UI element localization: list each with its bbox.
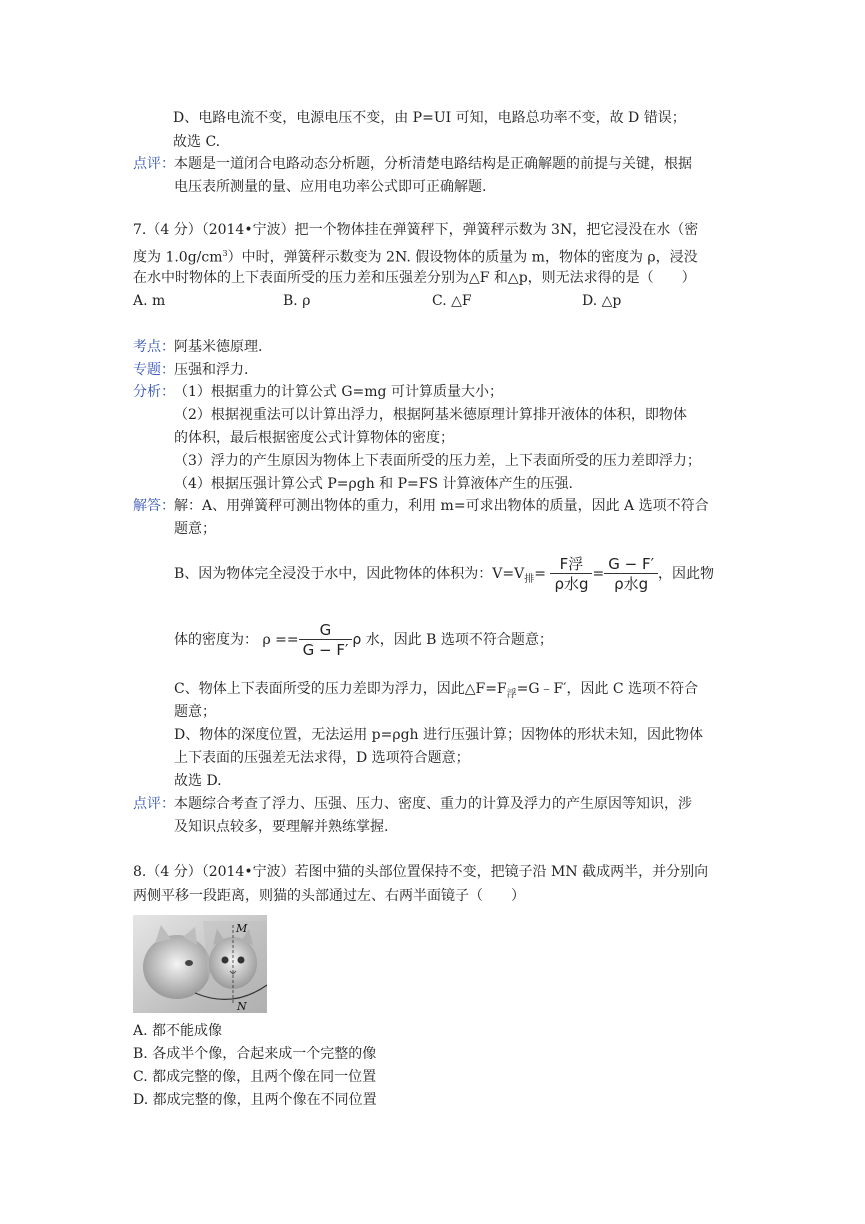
q7-jieda-choose: 故选 D. <box>174 773 222 789</box>
volume-fraction-2-num: G − F′ <box>604 555 658 574</box>
q7-jieda-b2: 体的密度为： <box>174 632 258 648</box>
q7-kaodian-label: 考点： <box>133 339 175 355</box>
q7-jieda-c1a: C、物体上下表面所受的压力差即为浮力，因此△F=F <box>174 681 507 697</box>
q8-option-a: A. 都不能成像 <box>133 1023 223 1039</box>
q7-jieda-b1: B、因为物体完全浸没于水中，因此物体的体积为： <box>174 566 493 582</box>
cat-mirror-image <box>133 915 267 1013</box>
mirror-label-n: N <box>237 1000 247 1013</box>
q7-volume-v: V=V <box>492 566 525 582</box>
density-fraction-num: G <box>299 621 353 640</box>
volume-fraction-1 <box>550 555 592 594</box>
q7-volume-sub: 排 <box>524 573 535 585</box>
mirror-label-m: M <box>236 922 248 935</box>
q7-volume-eq-2: = <box>592 566 605 582</box>
prev-review-line-1: 本题是一道闭合电路动态分析题，分析清楚电路结构是正确解题的前提与关键，根据 <box>174 156 692 172</box>
prev-review-line-2: 电压表所测量的量、应用电功率公式即可正确解题. <box>174 179 487 195</box>
q7-option-b: B. ρ <box>283 293 311 309</box>
q7-jieda-c-line-1 <box>174 679 698 705</box>
q7-review-1: 本题综合考查了浮力、压强、压力、密度、重力的计算及浮力的产生原因等知识，涉 <box>174 796 692 812</box>
density-fraction <box>299 621 353 660</box>
prev-option-d: D、电路电流不变，电源电压不变，由 P=UI 可知，电路总功率不变，故 D 错误； <box>173 110 686 126</box>
q7-jieda-b-line-2 <box>174 618 553 664</box>
q8-option-d: D. 都成完整的像，且两个像在不同位置 <box>133 1092 377 1108</box>
prev-review-label: 点评： <box>133 156 175 172</box>
q7-jieda-1: 解：A、用弹簧秤可测出物体的重力，利用 m=可求出物体的质量，因此 A 选项不符合 <box>174 498 709 514</box>
q7-jieda-b-tail: ，因此物 <box>657 566 714 582</box>
q7-stem-line-1: 7.（4 分）（2014•宁波）把一个物体挂在弹簧秤下，弹簧秤示数为 3N，把它浸没在水（密 <box>133 222 699 238</box>
cat-mirror-illustration <box>133 915 267 1013</box>
q7-fenxi-4: （3）浮力的产生原因为物体上下表面所受的压力差，上下表面所受的压力差即浮力； <box>174 453 701 469</box>
q7-volume-eq: = <box>534 566 546 582</box>
q8-option-b: B. 各成半个像，合起来成一个完整的像 <box>133 1046 377 1062</box>
q7-fenxi-1: （1）根据重力的计算公式 G=mg 可计算质量大小； <box>174 384 503 400</box>
q7-jieda-c-line-2: 题意； <box>174 704 216 720</box>
q8-stem-line-2: 两侧平移一段距离，则猫的头部通过左、右两半面镜子（ ） <box>133 888 525 904</box>
q7-stem-line-3: 在水中时物体的上下表面所受的压力差和压强差分别为△F 和△p，则无法求得的是（ ） <box>133 270 696 286</box>
q7-jieda-label: 解答： <box>133 498 175 514</box>
q7-rho-water: ρ 水 <box>352 632 380 648</box>
volume-fraction-1-den: ρ水g <box>554 574 589 593</box>
q7-zhuanti: 压强和浮力. <box>174 362 249 378</box>
q7-zhuanti-label: 专题： <box>133 362 175 378</box>
q7-fenxi-label: 分析： <box>133 384 175 400</box>
q7-fenxi-5: （4）根据压强计算公式 P=ρgh 和 P=FS 计算液体产生的压强. <box>174 476 573 492</box>
volume-fraction-1-num: F浮 <box>550 555 592 574</box>
q7-jieda-b2-tail: ，因此 B 选项不符合题意； <box>379 632 553 648</box>
q8-stem-line-1: 8.（4 分）（2014•宁波）若图中猫的头部位置保持不变，把镜子沿 MN 截成两半，并分别向 <box>133 864 709 880</box>
q7-option-d: D. △p <box>582 293 622 309</box>
q7-stem-2sup: 3 <box>222 249 228 258</box>
q7-jieda-2: 题意； <box>174 521 216 537</box>
q7-jieda-c1sub: 浮 <box>506 688 517 700</box>
q7-option-c: C. △F <box>432 293 472 309</box>
density-fraction-den: G − F′ <box>302 640 349 659</box>
q7-jieda-d-line-1: D、物体的深度位置，无法运用 p=ρgh 进行压强计算；因物体的形状未知，因此物体 <box>174 727 704 743</box>
q8-option-c: C. 都成完整的像，且两个像在同一位置 <box>133 1069 377 1085</box>
q7-fenxi-2: （2）根据视重法可以计算出浮力，根据阿基米德原理计算排开液体的体积，即物体 <box>174 407 687 423</box>
volume-fraction-2 <box>604 555 658 594</box>
q7-review-2: 及知识点较多，要理解并熟练掌握. <box>174 819 389 835</box>
q7-stem-line-2 <box>133 244 698 268</box>
q7-jieda-c1b: =G﹣F′，因此 C 选项不符合 <box>516 681 699 697</box>
q7-review-label: 点评： <box>133 796 175 812</box>
q7-option-a: A. m <box>133 293 166 309</box>
q7-stem-2a: 度为 1.0g/cm <box>133 249 223 266</box>
q7-fenxi-3: 的体积，最后根据密度公式计算物体的密度； <box>174 430 454 446</box>
q7-rho-eq: ρ == <box>262 632 299 648</box>
q7-stem-2b: ）中时，弹簧秤示数变为 2N. 假设物体的质量为 m，物体的密度为 ρ，浸没 <box>227 249 698 266</box>
volume-fraction-2-den: ρ水g <box>614 574 649 593</box>
prev-choose: 故选 C. <box>173 134 221 150</box>
q7-jieda-d-line-2: 上下表面的压强差无法求得，D 选项符合题意； <box>174 750 470 766</box>
q7-jieda-b-line-1 <box>174 552 714 598</box>
q7-kaodian: 阿基米德原理. <box>174 339 263 355</box>
